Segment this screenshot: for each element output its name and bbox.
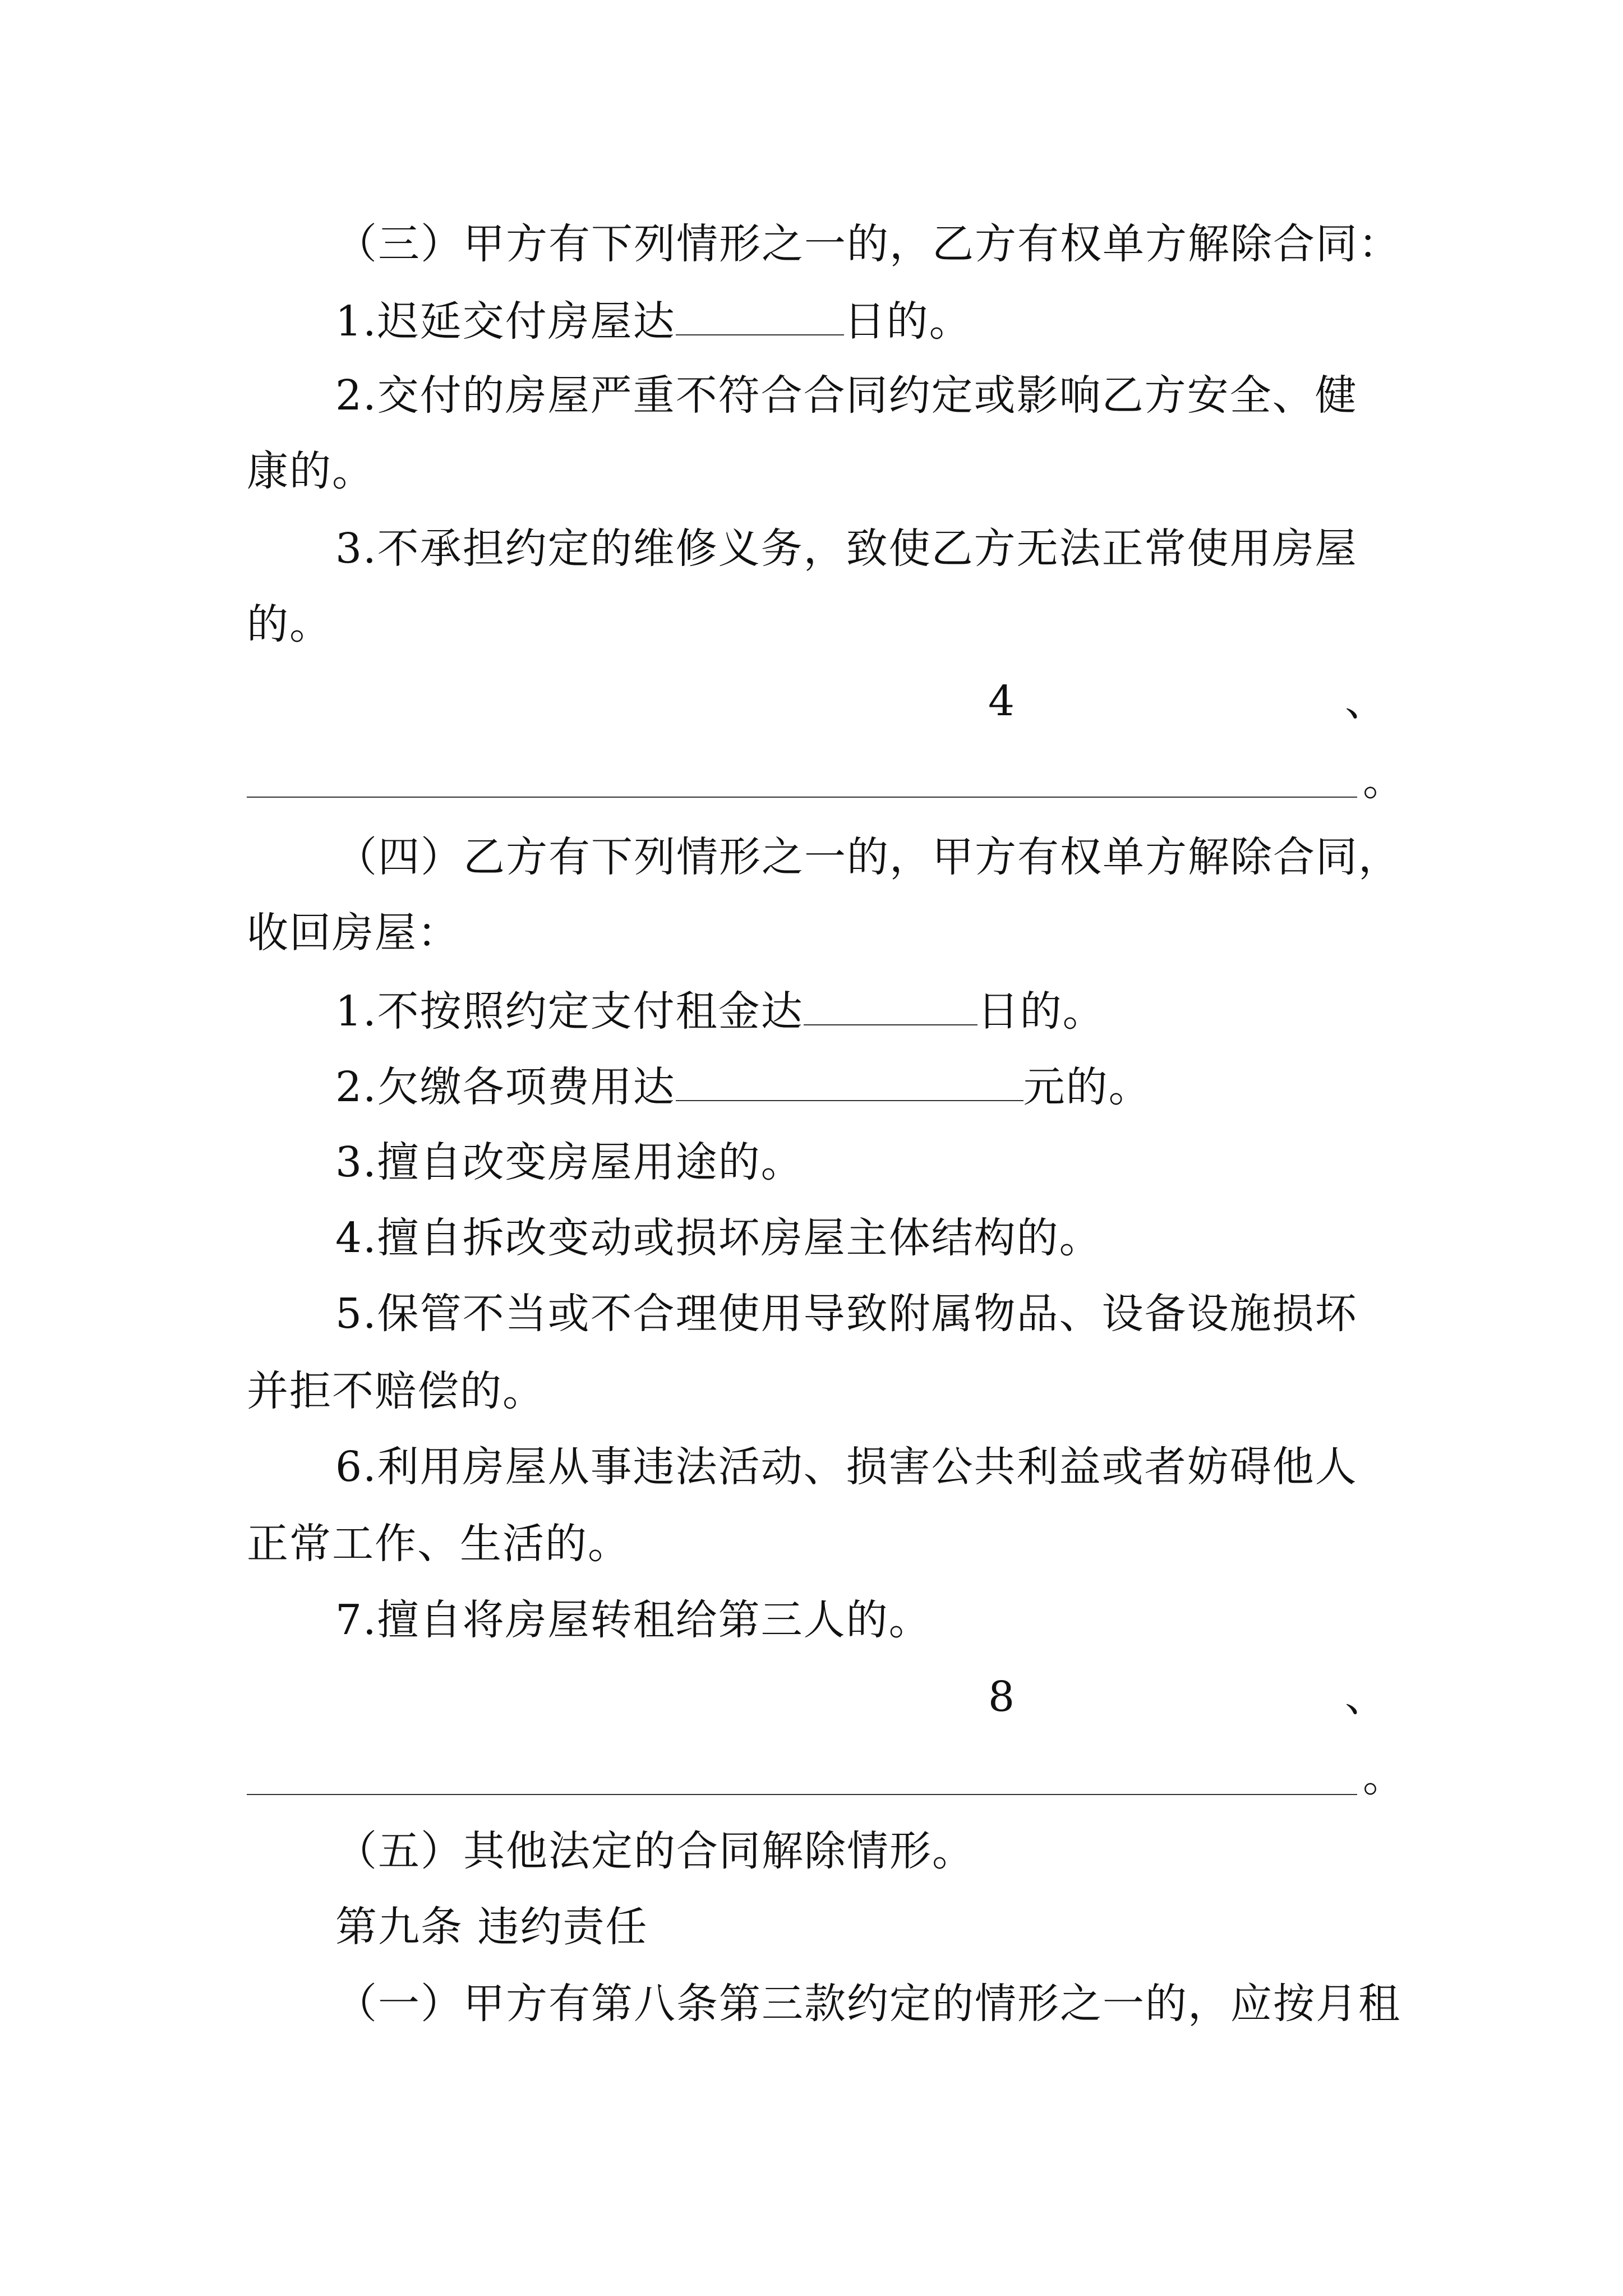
item-suffix: 元的。 — [1023, 1063, 1151, 1111]
clause-4-item-1 — [247, 982, 1491, 1038]
clause-4-item-8-number: 8 — [988, 1673, 1015, 1721]
clause-4-heading: （四）乙方有下列情形之一的，甲方有权单方解除合同， — [335, 833, 1401, 881]
clause-3-item-2: 2.交付的房屋严重不符合合同约定或影响乙方安全、健 — [335, 371, 1358, 420]
clause-5-heading: （五）其他法定的合同解除情形。 — [335, 1827, 975, 1875]
clause-4-item-6-cont: 正常工作、生活的。 — [247, 1520, 630, 1568]
item-suffix: 日的。 — [977, 987, 1105, 1036]
item-text: 2.欠缴各项费用达 — [335, 1063, 676, 1111]
article-9-clause-1: （一）甲方有第八条第三款约定的情形之一的，应按月租 — [335, 1980, 1401, 2028]
article-9-title: 第九条 违约责任 — [335, 1903, 648, 1951]
clause-3-item-2-cont: 康的。 — [247, 447, 375, 495]
clause-3-item-3-cont: 的。 — [247, 600, 332, 648]
clause-4-item-2 — [247, 1057, 1491, 1114]
clause-4-heading-cont: 收回房屋： — [247, 909, 460, 957]
clause-4-item-3: 3.擅自改变房屋用途的。 — [335, 1138, 804, 1186]
clause-3-item-1 — [247, 292, 1491, 348]
fill-blank-clause-4-item-8[interactable] — [247, 1794, 1357, 1795]
clause-3-item-3: 3.不承担约定的维修义务，致使乙方无法正常使用房屋 — [335, 524, 1358, 573]
clause-4-item-6: 6.利用房屋从事违法活动、损害公共利益或者妨碍他人 — [335, 1443, 1358, 1491]
clause-4-item-4: 4.擅自拆改变动或损坏房屋主体结构的。 — [335, 1214, 1102, 1262]
clause-4-item-8-comma: 、 — [1345, 1673, 1386, 1721]
fill-blank-days[interactable] — [804, 982, 978, 1025]
clause-4-item-5: 5.保管不当或不合理使用导致附属物品、设备设施损坏 — [335, 1290, 1358, 1338]
clause-4-item-5-cont: 并拒不赔偿的。 — [247, 1367, 545, 1415]
clause-4-item-8-end: 。 — [1363, 1753, 1404, 1801]
clause-3-item-4-comma: 、 — [1345, 677, 1386, 725]
item-text: 1.迟延交付房屋达 — [335, 297, 676, 346]
fill-blank-days[interactable] — [676, 292, 844, 335]
clause-3-heading: （三）甲方有下列情形之一的，乙方有权单方解除合同： — [335, 220, 1401, 268]
fill-blank-clause-3-item-4[interactable] — [247, 797, 1357, 798]
item-text: 1.不按照约定支付租金达 — [335, 987, 804, 1036]
clause-4-item-7: 7.擅自将房屋转租给第三人的。 — [335, 1596, 932, 1644]
clause-3-item-4-end: 。 — [1363, 757, 1404, 805]
item-suffix: 日的。 — [843, 297, 972, 346]
clause-3-item-4-number: 4 — [988, 677, 1015, 725]
fill-blank-amount[interactable] — [676, 1057, 1023, 1101]
